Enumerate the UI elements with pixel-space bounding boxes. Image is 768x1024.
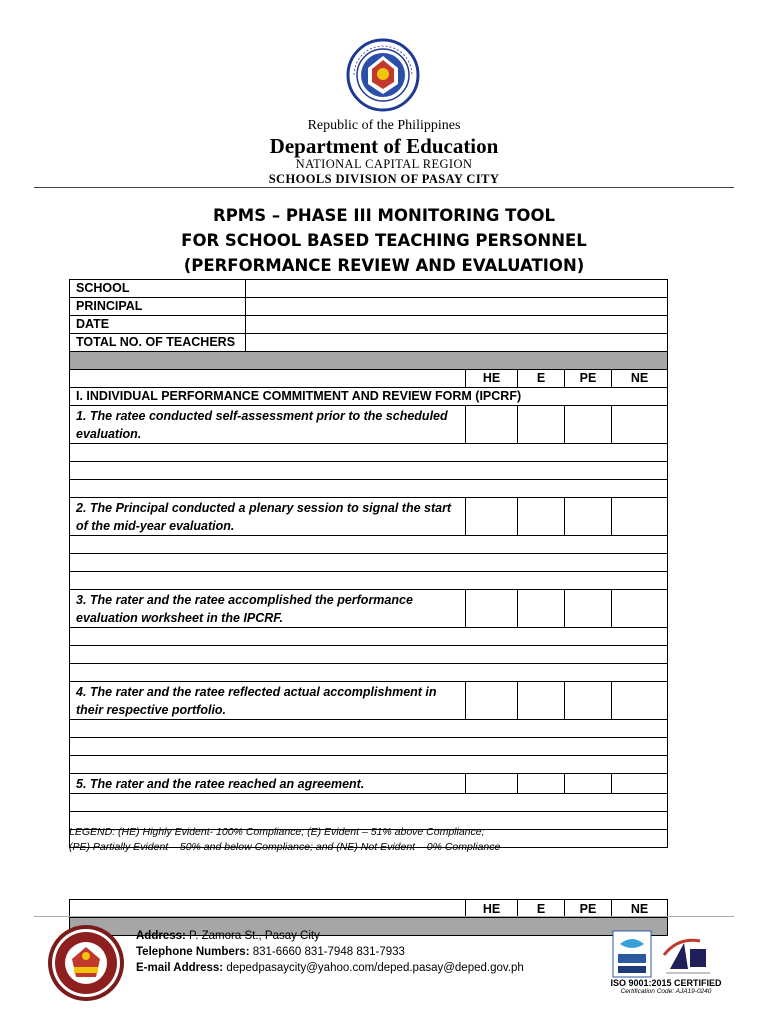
notes-row[interactable] bbox=[70, 720, 668, 738]
info-row-teachers bbox=[70, 334, 668, 352]
phone-label: Telephone Numbers: bbox=[136, 946, 250, 958]
item-row bbox=[70, 406, 668, 444]
item-text: 3. The rater and the ratee accomplished the performance evaluation worksheet in the IPCRF. bbox=[70, 590, 466, 628]
rating-cell-e[interactable] bbox=[518, 590, 565, 628]
info-label: PRINCIPAL bbox=[70, 298, 246, 316]
item-row bbox=[70, 774, 668, 794]
legend-line2: (PE) Partially Evident – 50% and below Compliance; and (NE) Not Evident – 0% Compliance bbox=[69, 841, 501, 853]
rating-header-row bbox=[70, 900, 668, 918]
rating-cell-ne[interactable] bbox=[612, 590, 668, 628]
rating-header-e: E bbox=[518, 900, 565, 918]
item-text: 1. The ratee conducted self-assessment prior to the scheduled evaluation. bbox=[70, 406, 466, 444]
rating-cell-pe[interactable] bbox=[565, 682, 612, 720]
principal-value-field[interactable] bbox=[246, 298, 668, 316]
rating-header-row bbox=[70, 370, 668, 388]
teachers-value-field[interactable] bbox=[246, 334, 668, 352]
monitoring-table bbox=[69, 279, 668, 848]
info-label: DATE bbox=[70, 316, 246, 334]
rating-header-pe: PE bbox=[565, 900, 612, 918]
legend-line1: LEGEND: (HE) Highly Evident- 100% Compliance; (E) Evident – 51% above Compliance; bbox=[69, 826, 485, 838]
info-label: TOTAL NO. OF TEACHERS bbox=[70, 334, 246, 352]
document-title-line3: (PERFORMANCE REVIEW AND EVALUATION) bbox=[183, 256, 585, 275]
item-row bbox=[70, 590, 668, 628]
item-text: 2. The Principal conducted a plenary session to signal the start of the mid-year evaluation. bbox=[70, 498, 466, 536]
address-label: Address: bbox=[136, 930, 186, 942]
rating-cell-he[interactable] bbox=[466, 774, 518, 794]
rating-cell-ne[interactable] bbox=[612, 406, 668, 444]
document-title-line1: RPMS – PHASE III MONITORING TOOL bbox=[212, 206, 555, 225]
division-badge-icon bbox=[46, 923, 126, 1003]
rating-cell-ne[interactable] bbox=[612, 498, 668, 536]
school-value-field[interactable] bbox=[246, 280, 668, 298]
notes-row[interactable] bbox=[70, 462, 668, 480]
item-row bbox=[70, 682, 668, 720]
rating-cell-he[interactable] bbox=[466, 682, 518, 720]
info-label: SCHOOL bbox=[70, 280, 246, 298]
notes-row[interactable] bbox=[70, 554, 668, 572]
item-text: 4. The rater and the ratee reflected actual accomplishment in their respective portfolio. bbox=[70, 682, 466, 720]
deped-seal-icon bbox=[346, 38, 420, 112]
notes-row[interactable] bbox=[70, 480, 668, 498]
rating-cell-pe[interactable] bbox=[565, 774, 612, 794]
jab-accreditation-icon bbox=[660, 933, 716, 977]
notes-row[interactable] bbox=[70, 572, 668, 590]
notes-row[interactable] bbox=[70, 536, 668, 554]
iso-certification: ISO 9001:2015 CERTIFIED bbox=[610, 978, 722, 988]
rating-cell-e[interactable] bbox=[518, 406, 565, 444]
notes-row[interactable] bbox=[70, 646, 668, 664]
date-value-field[interactable] bbox=[246, 316, 668, 334]
rating-cell-e[interactable] bbox=[518, 682, 565, 720]
item-row bbox=[70, 498, 668, 536]
document-title-line2: FOR SCHOOL BASED TEACHING PERSONNEL bbox=[181, 231, 587, 250]
aja-certification-icon bbox=[612, 930, 652, 978]
info-row-date bbox=[70, 316, 668, 334]
section-title: I. INDIVIDUAL PERFORMANCE COMMITMENT AND REVIEW FORM (IPCRF) bbox=[70, 388, 668, 406]
certification-code: Certification Code: AJA19-0240 bbox=[620, 988, 712, 995]
notes-row[interactable] bbox=[70, 794, 668, 812]
info-row-school bbox=[70, 280, 668, 298]
rating-cell-he[interactable] bbox=[466, 590, 518, 628]
rating-cell-pe[interactable] bbox=[565, 498, 612, 536]
phone-value: 831-6660 831-7948 831-7933 bbox=[249, 946, 405, 958]
email-label: E-mail Address: bbox=[136, 962, 224, 974]
rating-header-pe: PE bbox=[565, 370, 612, 388]
region-name: NATIONAL CAPITAL REGION bbox=[295, 157, 473, 171]
rating-cell-pe[interactable] bbox=[565, 590, 612, 628]
rating-header-ne: NE bbox=[612, 370, 668, 388]
notes-row[interactable] bbox=[70, 664, 668, 682]
notes-row[interactable] bbox=[70, 756, 668, 774]
rating-cell-pe[interactable] bbox=[565, 406, 612, 444]
address-value: P. Zamora St., Pasay City bbox=[185, 930, 320, 942]
header-divider bbox=[34, 187, 734, 188]
rating-header-ne: NE bbox=[612, 900, 668, 918]
division-name: SCHOOLS DIVISION OF PASAY CITY bbox=[268, 172, 500, 186]
rating-cell-he[interactable] bbox=[466, 498, 518, 536]
email-value: depedpasaycity@yahoo.com/deped.pasay@deped.gov.ph bbox=[223, 962, 524, 974]
department-name: Department of Education bbox=[269, 134, 499, 158]
footer-divider bbox=[34, 916, 734, 917]
rating-cell-ne[interactable] bbox=[612, 682, 668, 720]
rating-header-e: E bbox=[518, 370, 565, 388]
footer-contact bbox=[136, 928, 524, 976]
shaded-separator bbox=[70, 352, 668, 370]
rating-cell-he[interactable] bbox=[466, 406, 518, 444]
info-row-principal bbox=[70, 298, 668, 316]
rating-cell-e[interactable] bbox=[518, 498, 565, 536]
rating-header-he: HE bbox=[466, 370, 518, 388]
notes-row[interactable] bbox=[70, 628, 668, 646]
notes-row[interactable] bbox=[70, 444, 668, 462]
item-text: 5. The rater and the ratee reached an agreement. bbox=[70, 774, 466, 794]
legend bbox=[69, 825, 500, 855]
country-name: Republic of the Philippines bbox=[307, 118, 461, 133]
rating-header-he: HE bbox=[466, 900, 518, 918]
rating-cell-e[interactable] bbox=[518, 774, 565, 794]
rating-cell-ne[interactable] bbox=[612, 774, 668, 794]
notes-row[interactable] bbox=[70, 738, 668, 756]
